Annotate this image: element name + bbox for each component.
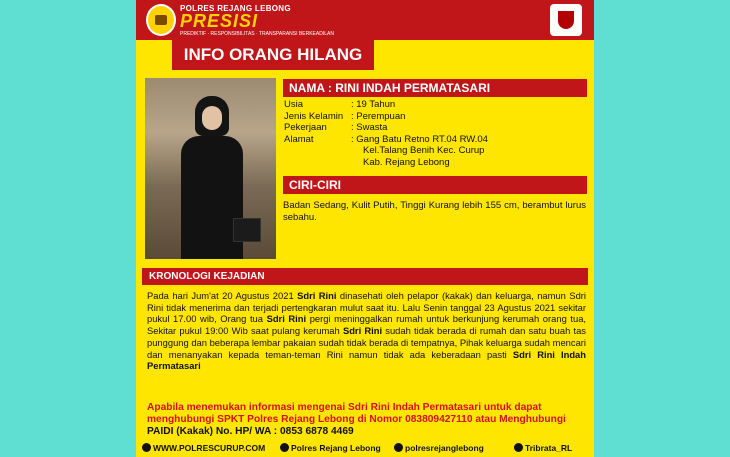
detail-value: : 19 Tahun <box>351 99 396 110</box>
chronology-part: dinasehati oleh pelapor (kakak) dan keluarga, namun Sdri Rini tidak menerima dan terjadi pertengkaran mulut saat itu. Lalu Senin tanggal 23 Agustus 2021 sekitar pukul 17.00 wib, Orang tua <box>147 290 586 325</box>
detail-value: : Gang Batu Retno RT.04 RW.04 <box>351 133 488 145</box>
footer <box>136 441 594 457</box>
chronology-part: Pada hari Jum'at 20 Agustus 2021 <box>147 290 298 301</box>
footer-facebook-text: Polres Rejang Lebong <box>291 443 381 453</box>
person-photo <box>145 78 276 259</box>
photo-face <box>202 106 222 130</box>
address-line-2: Kel.Talang Benih Kec. Curup <box>363 145 485 156</box>
missing-person-poster <box>136 0 594 457</box>
chronology-name: Sdri Rini <box>297 290 337 301</box>
detail-label: Jenis Kelamin <box>284 110 344 122</box>
footer-facebook[interactable] <box>280 443 381 453</box>
footer-twitter[interactable] <box>514 443 572 453</box>
detail-label: Alamat <box>284 133 314 145</box>
chronology-name: Sdri Rini <box>266 313 307 325</box>
contact-person: PAIDI (Kakak) No. HP/ WA : 0853 6878 4469 <box>147 426 354 437</box>
brand-logo-text: PRESISI <box>180 11 259 31</box>
footer-website-text: WWW.POLRESCURUP.COM <box>153 443 266 453</box>
characteristics-text: Badan Sedang, Kulit Putih, Tinggi Kurang lebih 155 cm, berambut lurus sebahu. <box>283 200 586 223</box>
detail-row-age <box>284 99 488 111</box>
characteristics-heading: CIRI-CIRI <box>283 176 587 194</box>
facebook-icon <box>280 443 289 452</box>
detail-value: : Swasta <box>351 122 388 133</box>
chronology-name: Sdri Rini Indah Permatasari <box>147 348 586 372</box>
tribrata-emblem-logo <box>550 4 582 36</box>
chronology-heading: KRONOLOGI KEJADIAN <box>142 268 588 285</box>
detail-row-address <box>284 134 488 146</box>
chronology-name: Sdri Rini <box>342 325 383 337</box>
address-line-3: Kab. Rejang Lebong <box>363 156 450 168</box>
footer-instagram-text: polresrejanglebong <box>405 443 484 453</box>
contact-notice-text: Apabila menemukan informasi mengenai Sdri Rini Indah Permatasari untuk dapat menghubungi SPKT Polres Rejang Lebong di Nomor 083809427110 atau Menghubungi <box>147 402 566 425</box>
contact-notice <box>147 402 587 438</box>
globe-icon <box>142 443 151 452</box>
detail-label: Usia <box>284 99 304 110</box>
detail-row-gender <box>284 111 488 123</box>
brand-tagline: PREDIKTIF · RESPONSIBILITAS · TRANSPARANSI BERKEADILAN <box>180 31 334 37</box>
name-heading: NAMA : RINI INDAH PERMATASARI <box>283 79 587 97</box>
brand-top-text: POLRES REJANG LEBONG <box>180 4 291 13</box>
twitter-icon <box>514 443 523 452</box>
header-bar <box>136 0 594 40</box>
chronology-text <box>147 290 586 372</box>
page-title: INFO ORANG HILANG <box>172 40 374 70</box>
footer-website[interactable] <box>142 443 265 453</box>
footer-instagram[interactable] <box>394 443 484 453</box>
person-details <box>284 99 488 168</box>
detail-row-occupation <box>284 122 488 134</box>
detail-value: : Perempuan <box>351 110 406 122</box>
chronology-part: sudah tidak berada di rumah dan satu buah tas punggung dan beberapa lembar pakaian sudah tidak berada di tempatnya, Pihak keluarga sudah mencari dan menanyakan kepada teman-teman Rini namun tidak ada keberadaan pasti <box>147 325 586 360</box>
photo-bag <box>233 218 261 242</box>
detail-label: Pekerjaan <box>284 122 327 133</box>
police-badge-logo <box>146 4 176 36</box>
chronology-part: pergi meninggalkan rumah untuk berkunjung kerumah orang tua, Sekitar pukul 19:00 Wib saat pulang kerumah <box>147 313 587 337</box>
instagram-icon <box>394 443 403 452</box>
footer-twitter-text: Tribrata_RL <box>525 443 573 453</box>
